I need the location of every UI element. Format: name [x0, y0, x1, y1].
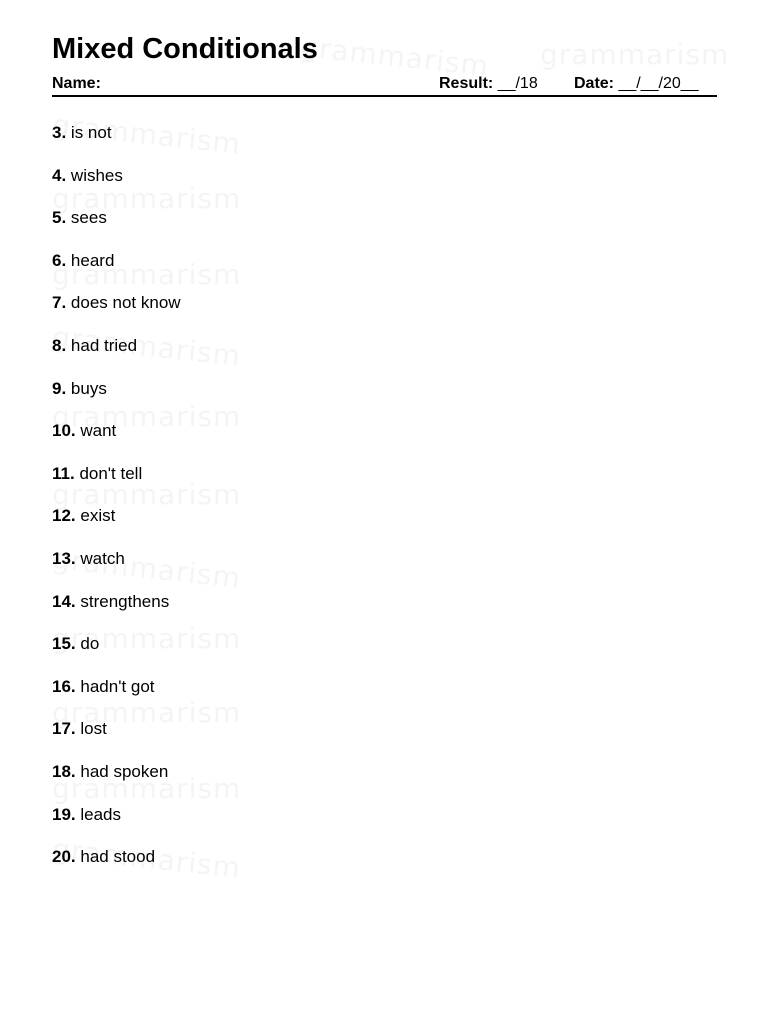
header-row [52, 73, 717, 97]
list-item: 16. hadn't got [52, 676, 155, 696]
date-value: __/__/20__ [618, 75, 699, 92]
list-item: 19. leads [52, 804, 122, 824]
list-item: 12. exist [52, 506, 116, 526]
list-item: 11. don't tell [52, 463, 143, 483]
list-item: 9. buys [52, 378, 107, 398]
list-item: 4. wishes [52, 165, 123, 185]
name-label: Name: [52, 75, 101, 92]
list-item: 7. does not know [52, 293, 181, 313]
page-title: Mixed Conditionals [52, 33, 318, 65]
list-item: 10. want [52, 421, 117, 441]
result-field [439, 75, 538, 93]
list-item: 6. heard [52, 250, 115, 270]
list-item: 13. watch [52, 548, 125, 568]
list-item: 20. had stood [52, 847, 156, 867]
date-field [574, 75, 699, 93]
list-item: 14. strengthens [52, 591, 170, 611]
result-label: Result: [439, 75, 494, 92]
date-label: Date: [574, 75, 615, 92]
list-item: 18. had spoken [52, 761, 169, 781]
list-item: 3. is not [52, 123, 112, 142]
worksheet-header [52, 28, 717, 97]
list-item: 15. do [52, 634, 100, 654]
list-item: 8. had tried [52, 335, 138, 355]
result-value: __/18 [497, 75, 538, 92]
list-item: 5. sees [52, 208, 107, 228]
list-item: 17. lost [52, 719, 107, 739]
answer-list [52, 122, 181, 889]
